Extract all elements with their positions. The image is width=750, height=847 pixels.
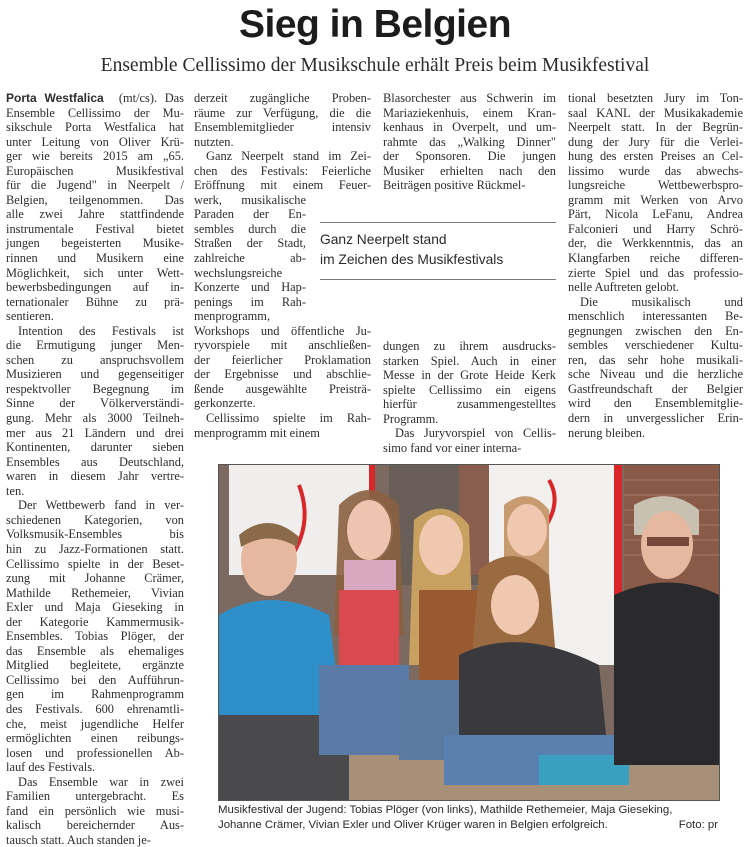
text-line: derzeit zugängliche Proben-: [194, 91, 371, 105]
text-line: menprogramm,: [194, 309, 271, 324]
text-line: waren in diesem Jahr vertre-: [6, 469, 184, 484]
text-line: ßende ausgewählte Preisträ-: [194, 381, 371, 396]
text-line: ren, das sehr hohe musikali-: [568, 352, 743, 367]
text-line: gegnungen zwischen den En-: [568, 323, 743, 338]
text-line: Cellissimo spielte in der Beset-: [6, 556, 184, 571]
pull-quote-line-2: im Zeichen des Musikfestivals: [320, 252, 504, 267]
group-photo-image: [219, 465, 719, 800]
text-line: dern in unvergesslicher Erin-: [568, 411, 743, 426]
text-line: gung. Mehr als 3000 Teilneh-: [6, 411, 184, 426]
text-line: Falconieri und Harry Schrö-: [568, 221, 743, 236]
text-line: alle zwei Jahre stattfindende: [6, 207, 184, 222]
article-photo: [218, 464, 720, 801]
text-line: wird den Ensemblemitglie-: [568, 396, 743, 411]
text-line: Exler und Maja Gieseking in: [6, 600, 184, 615]
text-line: Sinne der Völkerverständi-: [6, 396, 184, 411]
text-line: saal KANL der Musikakademie: [568, 105, 743, 120]
text-line: Mathilde Rethemeier, Vivian: [6, 585, 184, 600]
headline: Sieg in Belgien: [238, 3, 512, 46]
text-line: simo fand vor einer interna-: [383, 440, 522, 455]
text-line: kenhaus in Overpelt, und um-: [383, 120, 556, 135]
text-line: ryvorspiele mit anschließen-: [194, 338, 371, 353]
text-line: Mitglied begleitete, ergänzte: [6, 658, 184, 673]
text-line: Programm.: [383, 411, 439, 426]
text-line: schiedenen Kategorien, von: [6, 512, 184, 527]
caption-line-1: Musikfestival der Jugend: Tobias Plöger (von links), Mathilde Rethemeier, Maja Gieseking,: [218, 804, 673, 816]
text-line: gramm mit Werken von Arvo: [568, 192, 743, 207]
dateline: Porta Westfalica: [6, 91, 104, 105]
text-line: Kontinenten, darunter sieben: [6, 440, 184, 455]
text-line: ternationaler Bühne zu prä-: [6, 294, 184, 309]
text-line: Cellissimo spielte im Rah-: [206, 411, 371, 426]
text-line: Möglichkeit, sich unter Wett-: [6, 265, 184, 280]
article-column-1: [6, 91, 184, 847]
text-line: Belgien, teilgenommen. Das: [6, 192, 184, 207]
text-line: Gastfreundschaft der Belgier: [568, 381, 743, 396]
text-line: Messe in der Grote Heide Kerk: [383, 368, 556, 383]
photo-credit: Foto: pr: [678, 819, 718, 831]
text-line: zierte Spiel und das professio-: [568, 265, 743, 280]
text-line: fand ein persönlich wie musi-: [6, 803, 184, 818]
text-line: kalisch bereichernder Aus-: [6, 818, 184, 833]
text-line: Ensemblemitglieder intensiv: [194, 120, 371, 135]
text-line: menschlich interessanten Be-: [568, 309, 743, 324]
text-line: lungsreiche Wettbewerbspro-: [568, 178, 743, 193]
text-line: hierfür zusammengestelltes: [383, 397, 556, 412]
text-line: Ensembles aus Deutschland,: [6, 454, 184, 469]
text-line: wechslungsreiche: [194, 265, 283, 280]
text-line: dungen zu ihrem ausdrucks-: [383, 339, 556, 353]
text-line: Der Wettbewerb fand in ver-: [18, 498, 184, 513]
text-line: Volksmusik-Ensembles bis: [6, 527, 184, 542]
text-line: rinnen und Musikern eine: [6, 251, 184, 266]
text-line: bewerbsbedingungen auf in-: [6, 280, 184, 295]
text-line: Die musikalisch und: [580, 294, 743, 309]
pull-quote: [320, 222, 556, 280]
text-line: Ganz Neerpelt stand im Zei-: [206, 149, 371, 164]
text-line: Ensembles. Tobias Plöger, der: [6, 629, 184, 644]
text-line: sembles durch die: [194, 221, 306, 236]
text-line: Europäischen Musikfestival: [6, 163, 184, 178]
text-line: sikschule Porta Westfalica hat: [6, 120, 184, 135]
text-line: hung des ersten Preises an Cel-: [568, 149, 743, 164]
text-line: nutzten.: [194, 134, 234, 149]
text-line: Musiker erhielten nach den: [383, 163, 556, 178]
text-line: ger wie bereits 2015 am „65.: [6, 149, 184, 164]
text-line: hin zu Jazz-Formationen statt.: [6, 541, 184, 556]
pull-quote-line-1: Ganz Neerpelt stand: [320, 232, 447, 247]
text-line: der feierlicher Proklamation: [194, 352, 371, 367]
text-line: lauf des Festivals.: [6, 760, 96, 775]
text-line: Neerpelt statt. In der Begrün-: [568, 120, 743, 135]
text-line: sentieren.: [6, 309, 54, 324]
text-line: menprogramm mit einem: [194, 425, 320, 440]
text-line: der Kategorie Kammermusik-: [6, 614, 184, 629]
text-line: gerkonzerte.: [194, 396, 256, 411]
text-line: nelle Auftreten gelobt.: [568, 280, 680, 295]
article-column-3-top: [383, 91, 556, 193]
text-line: Das Ensemble war in zwei: [18, 774, 184, 789]
text-line: ten.: [6, 483, 25, 498]
text-line: sche Niveau und die herzliche: [568, 367, 743, 382]
text-line: des Festivals. 600 ehrenamtli-: [6, 701, 184, 716]
text-line: Pärt, Nicola LeFanu, Andrea: [568, 207, 743, 222]
text-line: räume zur Verfügung, die die: [194, 105, 371, 120]
text-line: Ensemble Cellissimo der Mu-: [6, 105, 184, 120]
text-line: die Ermutigung junger Men-: [6, 338, 184, 353]
text-line: chen des Festivals: Feierliche: [194, 163, 371, 178]
text-line: Paraden der En-: [194, 207, 306, 222]
text-line: zung mit Johanne Crämer,: [6, 571, 184, 586]
text-line: Mariaziekenhuis, einem Kran-: [383, 105, 556, 120]
text-line: losen und professionellen Ab-: [6, 745, 184, 760]
text-line: rahmte das „Walking Dinner": [383, 134, 556, 149]
text-line: respektvoller Begegnung im: [6, 381, 184, 396]
text-line: starken Spiel. Auch in einer: [383, 353, 556, 368]
text-line: der, die Werkkenntnis, das an: [568, 236, 743, 251]
author-tag: (mt/cs).: [118, 91, 158, 105]
text-line: ermöglichten einen reibungs-: [6, 731, 184, 746]
text-line: lissimo wurde das abwechs-: [568, 163, 743, 178]
text-line: der Sponsoren. Die jungen: [383, 149, 556, 164]
text-line: penings im Rah-: [194, 294, 306, 309]
text-line: sembles verschiedener Kultu-: [568, 338, 743, 353]
text-line: Klangfarben reiche differen-: [568, 251, 743, 266]
text-line: werk, musikalische: [194, 192, 306, 207]
text-line: der Ergebnisse und abschlie-: [194, 367, 371, 382]
text-line: Workshops und öffentliche Ju-: [194, 323, 371, 338]
article-column-3-bottom: [383, 339, 556, 455]
text-line: gen im Rahmenprogramm: [6, 687, 184, 702]
text-line: Das: [157, 91, 184, 105]
text-line: nerung bleiben.: [568, 425, 646, 440]
text-line: Musizieren und gegenseitiger: [6, 367, 184, 382]
text-line: Eröffnung mit einem Feuer-: [194, 178, 371, 193]
text-line: mer aus 21 Ländern und drei: [6, 425, 184, 440]
text-line: Beiträgen positive Rückmel-: [383, 178, 526, 193]
text-line: dung der Jury für die Verlei-: [568, 134, 743, 149]
text-line: Das Juryvorspiel von Cellis-: [395, 426, 556, 441]
caption-line-2: Johanne Crämer, Vivian Exler und Oliver Krüger waren in Belgien erfolgreich.: [218, 819, 608, 831]
text-line: jungen begeisterten Musike-: [6, 236, 184, 251]
text-line: tausch statt. Auch standen je-: [6, 832, 151, 847]
subheadline: Ensemble Cellissimo der Musikschule erhält Preis beim Musikfestival: [100, 55, 650, 76]
text-line: tional besetzten Jury im Ton-: [568, 91, 743, 105]
text-line: Straßen der Stadt,: [194, 236, 306, 251]
text-line: für die Jugend" in Neerpelt /: [6, 178, 184, 193]
text-line: Intention des Festivals ist: [18, 323, 184, 338]
text-line: Familien untergebracht. Es: [6, 789, 184, 804]
text-line: instrumentale Festival bietet: [6, 221, 184, 236]
text-line: unter Leitung von Oliver Krü-: [6, 134, 184, 149]
photo-caption: [218, 803, 718, 833]
text-line: spielte Cellissimo ein eigens: [383, 382, 556, 397]
text-line: che, meist jugendliche Helfer: [6, 716, 184, 731]
text-line: Konzerte und Hap-: [194, 280, 306, 295]
text-line: Cellissimo bei den Aufführun-: [6, 672, 184, 687]
text-line: Blasorchester aus Schwerin im: [383, 91, 556, 105]
article-column-4: [568, 91, 743, 440]
text-line: das Ensemble als ehemaliges: [6, 643, 184, 658]
text-line: zahlreiche ab-: [194, 251, 306, 266]
text-line: schen zu anspruchsvollem: [6, 352, 184, 367]
